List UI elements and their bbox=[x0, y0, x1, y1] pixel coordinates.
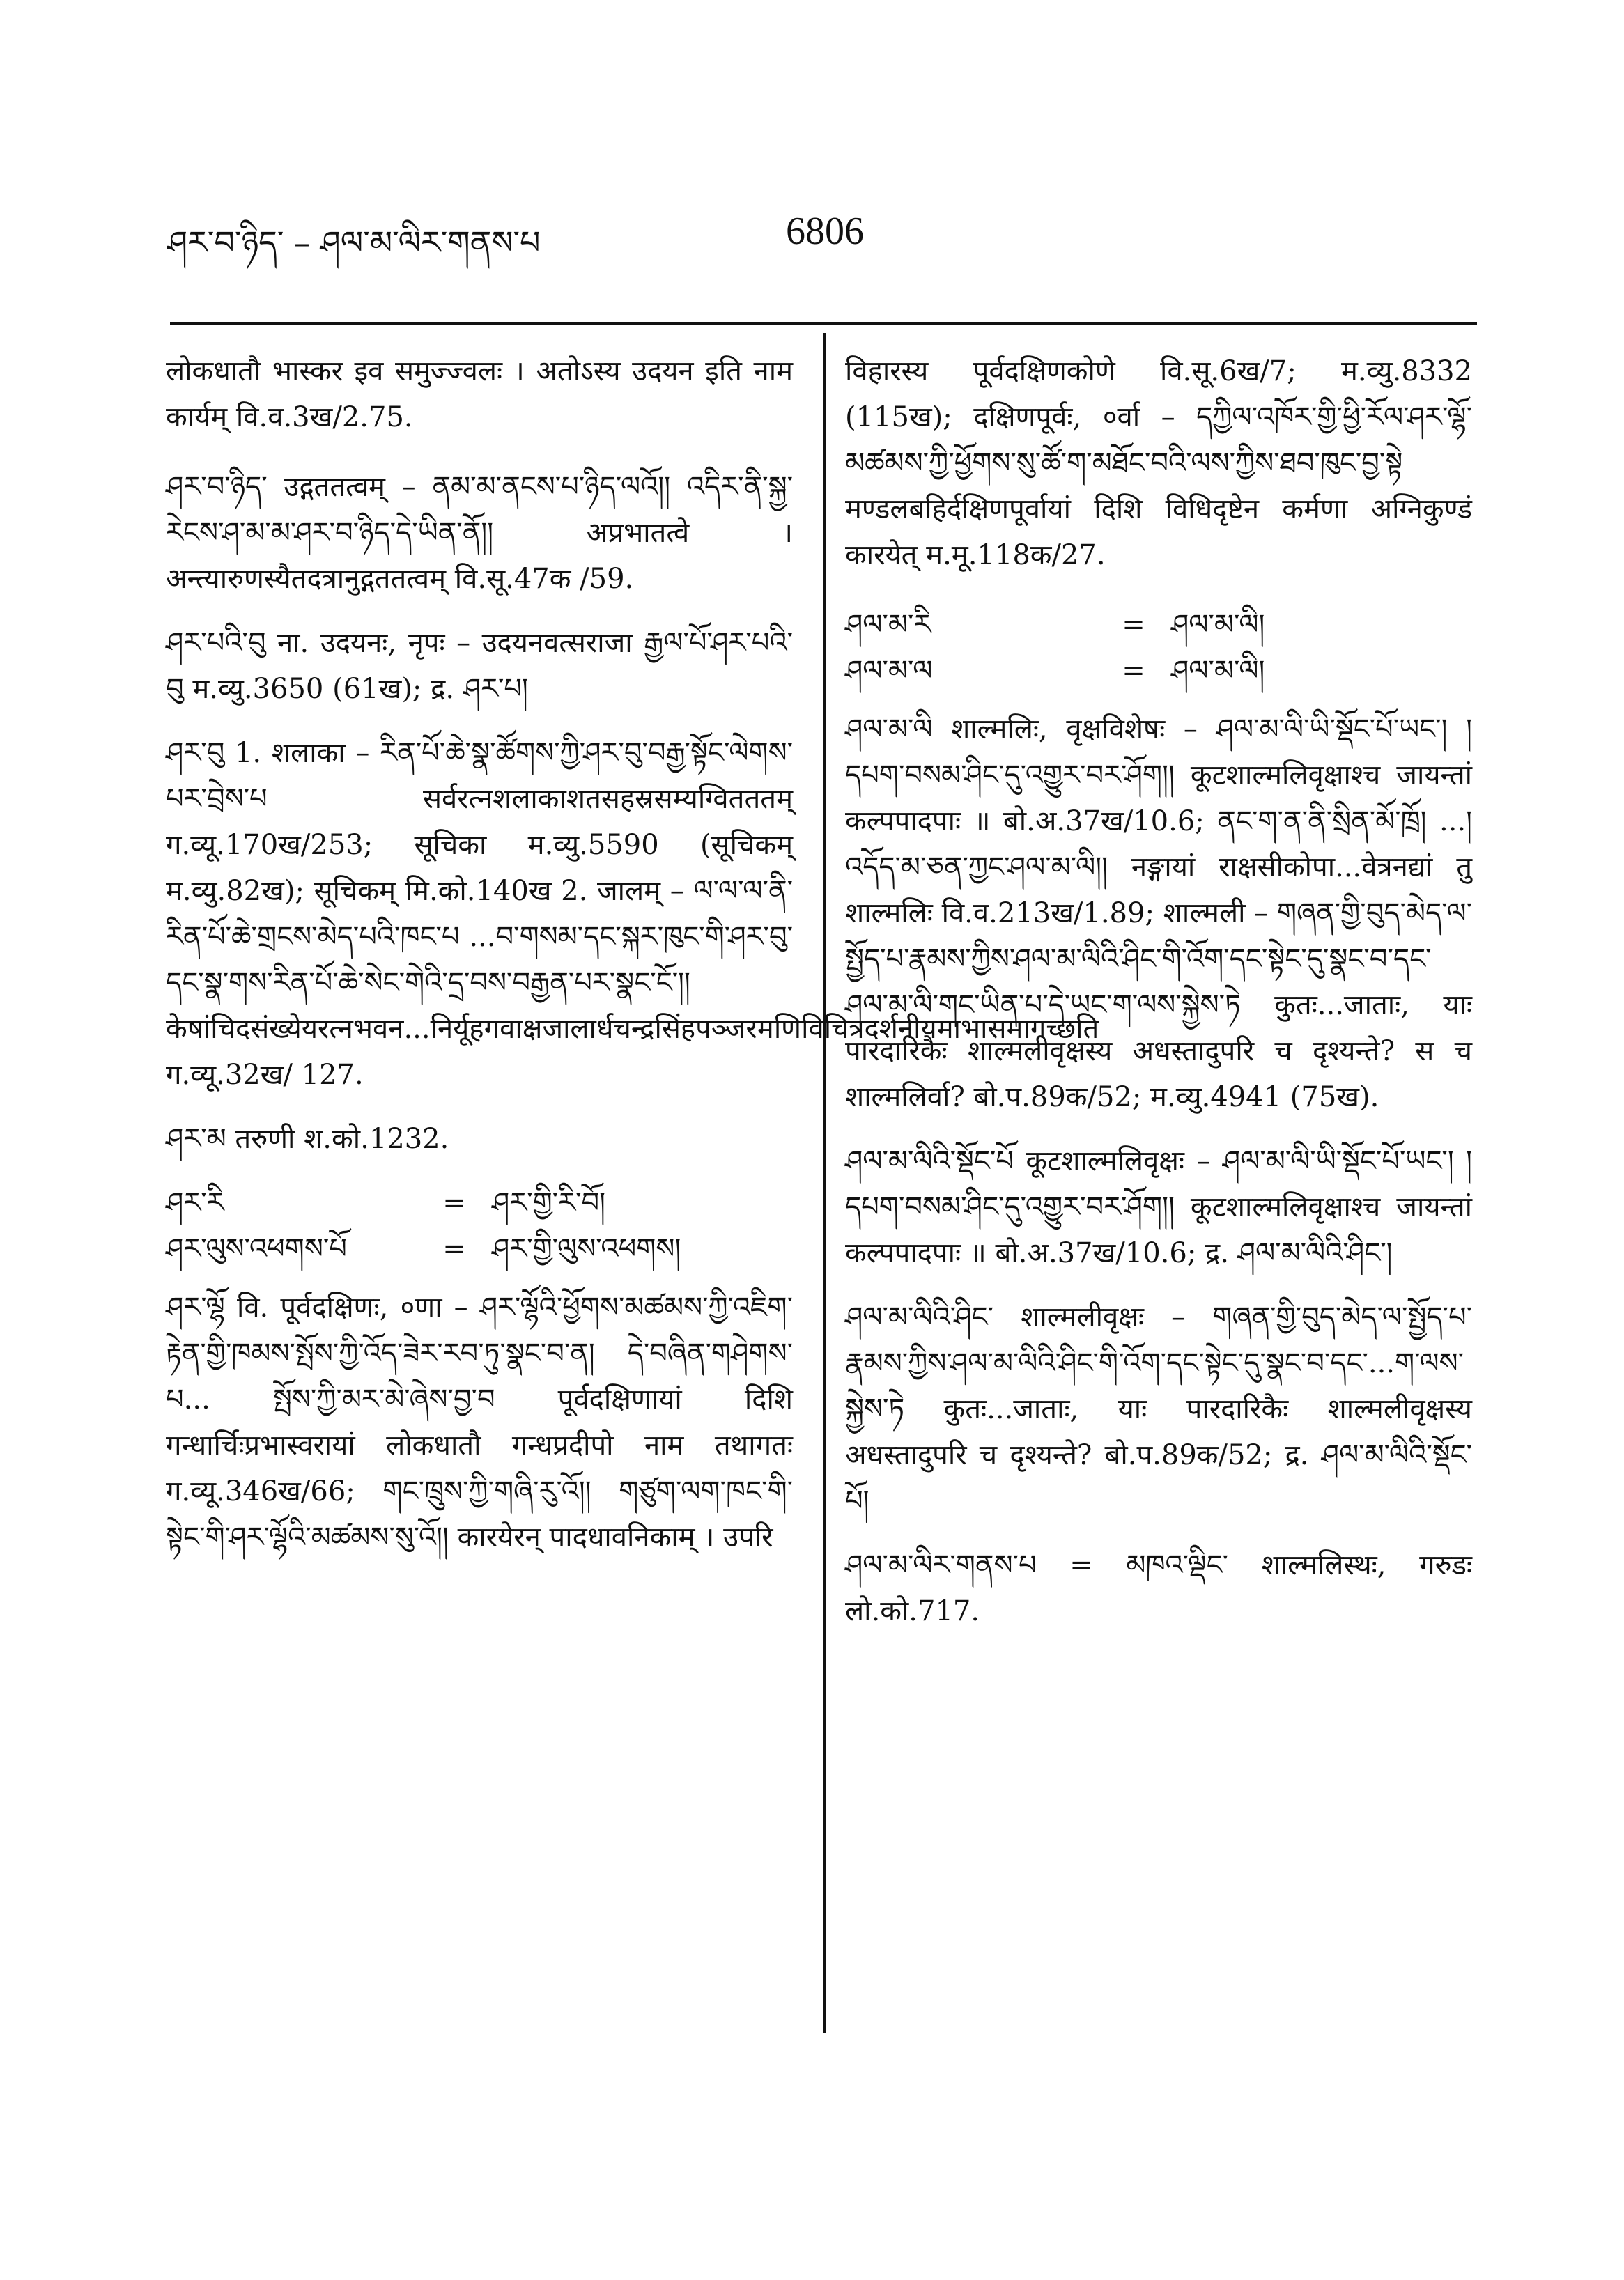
cross-reference-list bbox=[166, 1180, 793, 1272]
cross-reference bbox=[845, 648, 1472, 694]
dictionary-entry: ཤར་ལྷོ वि. पूर्वदक्षिणः, ०णा – ཤར་ལྷོའི་ཕྱོགས་མཚམས་ཀྱི་འཇིག་རྟེན་གྱི་ཁམས་སྤོས་ཀྱི་འོད་ཟེར་རབ་ཏུ་སྣང་བ་ན། དེ་བཞིན་གཤེགས་པ... སྤོས་ཀྱི་མར་མེ་ཞེས་བྱ་བ पूर्वदक्षिणायां दिशि गन्धार्चिःप्रभास्वरायां लोकधातौ गन्धप्रदीपो नाम तथागतः ग.व्यू.346ख/66; གང་ཁྲུས་ཀྱི་གཞི་རུ་འོ།། གཙུག་ལག་ཁང་གི་སྟེང་གི་ཤར་ལྷོའི་མཚམས་སུ་འོ།། कारयेरन् पादधावनिकाम् । उपरि bbox=[166, 1292, 793, 1553]
page-number: 6806 bbox=[786, 210, 864, 253]
dictionary-entry: ཤལ་མ་ལིར་གནས་པ = མཁའ་ལྡིང་ शाल्मलिस्थः, गरुडः लो.को.717. bbox=[845, 1549, 1472, 1627]
xref-target: ཤར་གྱི་ལུས་འཕགས། bbox=[492, 1233, 681, 1265]
cross-reference bbox=[166, 1226, 793, 1272]
column-divider bbox=[823, 333, 826, 2033]
right-column bbox=[845, 348, 1472, 1652]
xref-equals: = bbox=[1122, 655, 1145, 687]
xref-equals: = bbox=[442, 1233, 466, 1265]
dictionary-entry: ཤར་པའི་བུ ना. उदयनः, नृपः – उदयनवत्सराजा རྒྱལ་པོ་ཤར་པའི་བུ म.व्यु.3650 (61ख); द्र. ཤར་པ། bbox=[166, 627, 793, 705]
xref-headword: ཤལ་མ་རི bbox=[845, 609, 931, 641]
xref-headword: ཤར་ལུས་འཕགས་པོ bbox=[166, 1233, 347, 1265]
cross-reference bbox=[166, 1180, 793, 1226]
dictionary-entry: ཤལ་མ་ལིའི་སྡོང་པོ कूटशाल्मलिवृक्षः – ཤལ་མ་ལི་ཡི་སྡོང་པོ་ཡང་། །དཔག་བསམ་ཤིང་དུ་འགྱུར་བར་ཤོག།། कूटशाल्मलिवृक्षाश्च जायन्तां कल्पपादपाः ॥ बो.अ.37ख/10.6; द्र. ཤལ་མ་ལིའི་ཤིང་། bbox=[845, 1145, 1472, 1269]
right-continuation: विहारस्य पूर्वदक्षिणकोणे वि.सू.6ख/7; म.व्यु.8332 (115ख); दक्षिणपूर्वः, ०र्वा – དཀྱིལ་འཁོར་གྱི་ཕྱི་རོལ་ཤར་ལྷོ་མཚམས་ཀྱི་ཕྱོགས་སུ་ཚོ་ག་མཐོང་བའི་ལས་ཀྱིས་ཐབ་ཁུང་བྱ་སྟེ मण्डलबहिर्दक्षिणपूर्वायां दिशि विधिदृष्टेन कर्मणा अग्निकुण्डं कारयेत् म.मू.118क/27. bbox=[845, 355, 1472, 571]
xref-equals: = bbox=[442, 1187, 466, 1219]
dictionary-entry: ཤར་མ तरुणी श.को.1232. bbox=[166, 1123, 449, 1155]
cross-reference-list bbox=[845, 602, 1472, 694]
cross-reference bbox=[845, 602, 1472, 648]
xref-headword: ཤལ་མ་ལ bbox=[845, 655, 933, 687]
xref-target: ཤར་གྱི་རི་བོ། bbox=[492, 1187, 605, 1219]
xref-equals: = bbox=[1122, 609, 1145, 641]
xref-headword: ཤར་རི bbox=[166, 1187, 224, 1219]
dictionary-entry: ཤར་བུ 1. शलाका – རིན་པོ་ཆེ་སྣ་ཚོགས་ཀྱི་ཤར་བུ་བརྒྱ་སྟོང་ལེགས་པར་བྲེས་པ सर्वरत्नशलाकाशतसहस्रसम्यग्वितततम् ग.व्यू.170ख/253; सूचिका म.व्यु.5590 (सूचिकम् म.व्यु.82ख); सूचिकम् मि.को.140ख 2. जालम् – ལ་ལ་ལ་ནི་རིན་པོ་ཆེ་གྲངས་མེད་པའི་ཁང་པ ...བ་གསམ་དང་སྐར་ཁུང་གི་ཤར་བུ་དང་སྣ་གས་རིན་པོ་ཆེ་སེང་གེའི་དྲ་བས་བརྒྱན་པར་སྣང་ངོ་།། केषांचिदसंख्येयरत्नभवन...निर्यूहगवाक्षजालार्धचन्द्रसिंहपञ्जरमणिविचित्रदर्शनीयमाभासमागच्छति ग.व्यू.32ख/ 127. bbox=[166, 737, 1099, 1091]
xref-target: ཤལ་མ་ལི། bbox=[1171, 609, 1265, 641]
xref-target: ཤལ་མ་ལི། bbox=[1171, 655, 1265, 687]
dictionary-entry: ཤར་བ་ཉིད་ उद्गततत्वम् – ནམ་མ་ནངས་པ་ཉིད་ལའོ།། འདིར་ནི་སྐྱ་རེངས་ཤ་མ་མ་ཤར་བ་ཉིད་དེ་ཡིན་ནོ།། अप्रभातत्वे । अन्त्यारुणस्यैतदत्रानुद्गततत्वम् वि.सू.47क /59. bbox=[166, 471, 793, 595]
left-continuation: लोकधातौ भास्कर इव समुज्ज्वलः । अतोऽस्य उदयन इति नाम कार्यम् वि.व.3ख/2.75. bbox=[166, 355, 793, 433]
dictionary-entry: ཤལ་མ་ལིའི་ཤིང་ शाल्मलीवृक्षः – གཞན་གྱི་བུད་མེད་ལ་སྤྱོད་པ་རྣམས་ཀྱིས་ཤལ་མ་ལིའི་ཤིང་གི་འོག་དང་སྟེང་དུ་སྣང་བ་དང་...ག་ལས་སྐྱེས་ཏེ कुतः...जाताः, याः पारदारिकैः शाल्मलीवृक्षस्य अधस्तादुपरि च दृश्यन्ते? बो.प.89क/52; द्र. ཤལ་མ་ལིའི་སྡོང་པོ། bbox=[845, 1301, 1472, 1517]
dictionary-entry: ཤལ་མ་ལི शाल्मलिः, वृक्षविशेषः – ཤལ་མ་ལི་ཡི་སྡོང་པོ་ཡང་། །དཔག་བསམ་ཤིང་དུ་འགྱུར་བར་ཤོག།། कूटशाल्मलिवृक्षाश्च जायन्तां कल्पपादपाः ॥ बो.अ.37ख/10.6; ནང་ག་ན་ནི་སྲིན་མོ་ཁྲོ། ...།འདོད་མ་ཅན་ཀྱང་ཤལ་མ་ལི།། नङ्गायां राक्षसीकोपा...वेत्रनद्यां तु शाल्मलिः वि.व.213ख/1.89; शाल्मली – གཞན་གྱི་བུད་མེད་ལ་སྤྱོད་པ་རྣམས་ཀྱིས་ཤལ་མ་ལིའི་ཤིང་གི་འོག་དང་སྟེང་དུ་སྣང་བ་དང་ཤལ་མ་ལི་གང་ཡིན་པ་དེ་ཡང་ག་ལས་སྐྱེས་ཏེ कुतः...जाताः, याः पारदारिकैः शाल्मलीवृक्षस्य अधस्तादुपरि च दृश्यन्ते? स च शाल्मलिर्वा? बो.प.89क/52; म.व्यु.4941 (75ख). bbox=[845, 713, 1472, 1113]
running-header: ཤར་བ་ཉིད་ – ཤལ་མ་ལིར་གནས་པ bbox=[167, 224, 541, 261]
header-rule bbox=[170, 322, 1477, 325]
